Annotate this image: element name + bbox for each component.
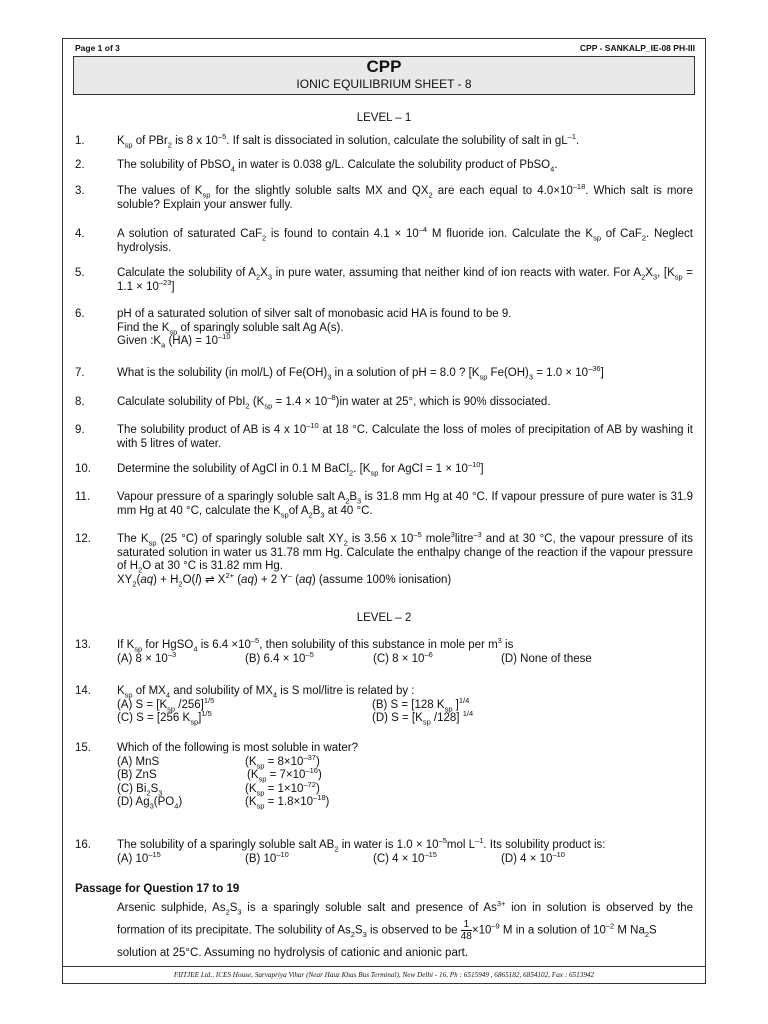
question-5: 5. Calculate the solubility of $A_2X_3$ in pure water, assuming that neither kind of ion reacts with water. For $A_2X_3$, $[K_{sp} = 1.1 \times 10^{-23}]$ [75, 267, 693, 293]
question-15: 15. Which of the following is most soluble in water? (A) MnS $(K_{sp} = 8\times 10^{-37})$ (B) ZnS $(K_{sp} = 7\times 10^{-16})$ (C) $Bi_2S_3$ $(K_{sp} = 1\times 10^{-72})$ (D) $Ag_3(PO_4) (K_{sp} = 1.8\times 10^{-18})$ [75, 742, 358, 811]
page-header [63, 39, 705, 57]
title-box [73, 56, 695, 95]
level-1-heading: LEVEL – 1 [356, 112, 412, 124]
question-8: 8. Calculate solubility of PbI$_2$ $(K_{sp} = 1.4 \times 10^{-8})in$ water at 25°, which is 90% dissociated. [75, 393, 551, 411]
page-subtitle: IONIC EQUILIBRIUM SHEET - 8 [296, 77, 472, 91]
question-13: 13. If $K_{sp}$ for HgSO$_4$ is $6.4 \times 10^{-5}$, then solubility of this substance in mole per $m^3$ is (A) $8 \times 10^{-3}$ (B) $6.4 \times 10^{-5}$ (C) $8 \times 10^{-6}$ (D) None of these [75, 636, 592, 665]
level-2-heading: LEVEL – 2 [356, 612, 412, 624]
passage-heading: Passage for Question 17 to 19 [75, 883, 240, 895]
question-11: 11. Vapour pressure of a sparingly soluble salt $A_2B_3$ is 31.8 mm Hg at 40 °C. If vapour pressure of pure water is 31.9 mm Hg at 40 °C, calculate the $K_{sp}of$ $A_2B_3$ at 40 °C. [75, 491, 693, 519]
passage-line-3: solution at 25°C. Assuming no hydrolysis of cationic and anionic part. [117, 946, 469, 959]
question-2: 2. The solubility of PbSO$_4$ in water is 0.038 g/L. Calculate the solubility product of PbSO$_4$. [75, 159, 558, 174]
question-10: 10. Determine the solubility of AgCl in 0.1 M BaCl$_2$. [$K_{sp}$ for AgCl = $1 \times 10^{-10}$] [75, 460, 484, 478]
question-16: 16. The solubility of a sparingly soluble salt $AB_2$ in water is $1.0 \times 10^{-5}mol$ $L^{-1}$. Its solubility product is: (A) $10^{-15}$ (B) $10^{-10}$ (C) $4 \times 10^{-15}$ (D) $4 \times 10^{-10}$ [75, 836, 606, 865]
question-1: 1. $K_{sp}$ of PBr$_2$ is 8 x $10^{-5}$. If salt is dissociated in solution, calculate the solubility of salt in $gL^{-1}$. [75, 132, 580, 150]
question-7: 7. What is the solubility (in mol/L) of $Fe(OH)_3$ in a solution of pH = 8.0 ? [$K_{sp}$ $Fe(OH)_3 = 1.0 \times 10^{-36}$] [75, 364, 604, 382]
page-footer: FIITJEE Ltd., ICES House, Sarvapriya Vihar (Near Hauz Khas Bus Terminal), New Delhi - 16, Ph : 6515949 , 6865182, 6854102, Fax : 6513942 [63, 966, 705, 985]
question-12: 12. The $K_{sp}$ (25 °C) of sparingly soluble salt $XY_2$ is 3.56 x $10^{-5}$ mole$^3$litre$^{-3}$ and at 30 °C, the vapour pressure of its saturated solution in water us 31.78 mm Hg. Calculate the enthalpy change of the reaction if the vapour pressure of $H_2O$ at 30 °C is 31.82 mm Hg. $XY_2(aq) + H_2O(l)$ ⇌ $X^{2+}$ (aq) + 2 Y– (aq) (assume 100% ionisation) [75, 530, 694, 588]
fraction: $\frac{1}{48}$ [460, 918, 472, 942]
page-title: CPP [366, 57, 402, 76]
question-9: 9. The solubility product of AB is 4 x $10^{-10}$ at 18 °C. Calculate the loss of moles of precipitation of AB by washing it with 5 litres of water. [75, 421, 693, 450]
page-frame [62, 38, 706, 984]
question-14: 14. $K_{sp}$ of $MX_4$ and solubility of $MX_4$ is S mol/litre is related by : (A) $S = [K_{sp}$ /256]$^{1/5}$ (B) S = [128 $K_{sp}$ ]$^{1/4}$ (C) S = [256 $K_{sp}]^{1/5}$ (D) $S = [K_{sp}$ /128] $^{1/4}$ [75, 685, 474, 727]
sheet-code: CPP - SANKALP_IE-08 PH-III [579, 43, 695, 53]
question-6: 6. pH of a saturated solution of silver salt of monobasic acid HA is found to be 9. Find the $K_{sp}$ of sparingly soluble salt Ag A(s). Given $:K_a$ $(HA) = 10^{-10}$ [75, 308, 512, 350]
page-number: Page 1 of 3 [75, 43, 120, 53]
question-3: 3. The values of $K_{sp}$ for the slightly soluble salts MX and $QX_2$ are each equal to $4.0\times 10^{-18}$. Which salt is more soluble? Explain your answer fully. [75, 182, 694, 211]
question-4: 4. A solution of saturated CaF$_2$ is found to contain $4.1 \times 10^{-4}$ M fluoride ion. Calculate the $K_{sp}$ of CaF$_2$. Neglect hydrolysis. [75, 225, 693, 254]
passage: Passage for Question 17 to 19 Arsenic sulphide, $As_2S_3$ is a sparingly soluble salt and presence of $As^{3+}$ ion in solution is observed by the formation of its precipitate. The solubility of $As_2S_3$ is observed to be $\frac{1}{48}$ $\times 10^{-9}$ M in a solution of $10^{-2}$ M $Na_2S$ solution at 25°C. Assuming no hydrolysis of cationic and anionic part. [75, 883, 693, 959]
